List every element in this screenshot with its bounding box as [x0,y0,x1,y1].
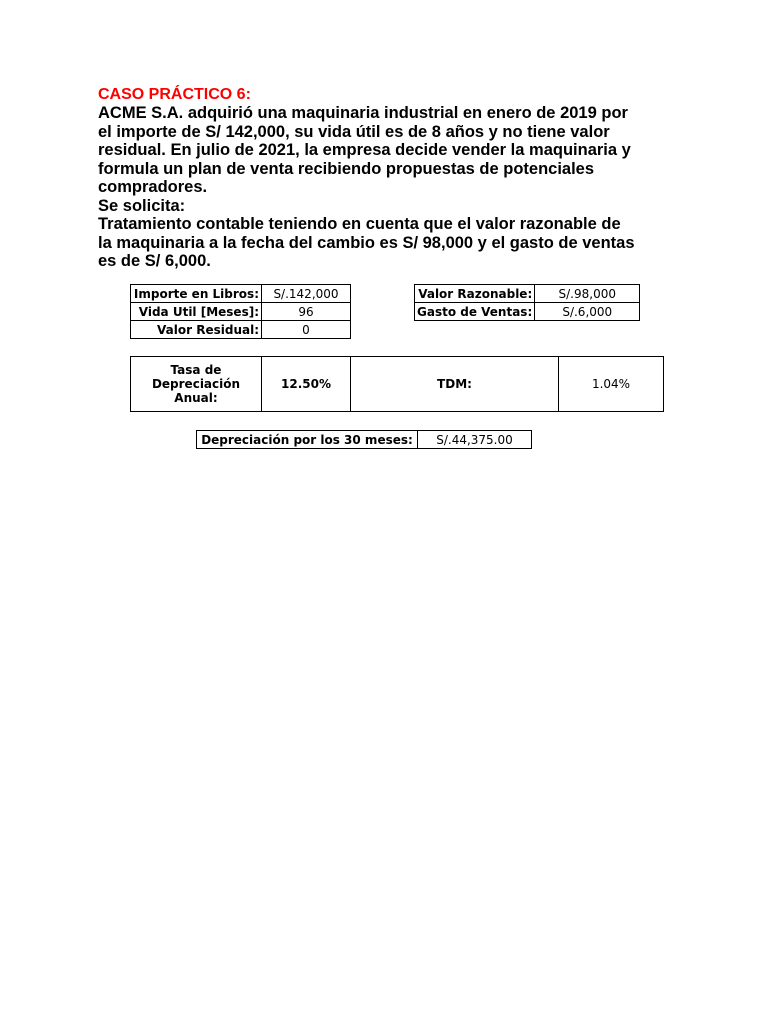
annual-rate-label: Tasa de Depreciación Anual: [131,357,262,412]
depreciation-30-months-cell: S/.44,375.00 [418,431,532,449]
table-row [131,357,664,412]
monthly-rate-label: TDM: [351,357,559,412]
residual-value-cell: 0 [262,321,351,339]
table-row [131,303,351,321]
table-row [197,431,532,449]
table-row [131,321,351,339]
selling-cost-label: Gasto de Ventas: [415,303,535,321]
book-value-cell: S/.142,000 [262,285,351,303]
depreciation-30-months-label: Depreciación por los 30 meses: [197,431,418,449]
sale-data-table [414,284,640,321]
fair-value-label: Valor Razonable: [415,285,535,303]
useful-life-cell: 96 [262,303,351,321]
monthly-rate-cell: 1.04% [559,357,664,412]
accumulated-depreciation-table [196,430,532,449]
table-row [131,285,351,303]
table-row [415,303,640,321]
depreciation-rate-table [130,356,664,412]
book-value-label: Importe en Libros: [131,285,262,303]
case-statement [98,104,638,271]
annual-rate-cell: 12.50% [262,357,351,412]
fair-value-cell: S/.98,000 [535,285,640,303]
case-description: ACME S.A. adquirió una maquinaria industrial en enero de 2019 por el importe de S/ 142,000, su vida útil es de 8 años y no tiene valor residual. En julio de 2021, la empresa decide vender la maquinaria y formula un plan de venta recibiendo propuestas de potenciales compradores. [98,104,631,196]
selling-cost-cell: S/.6,000 [535,303,640,321]
residual-value-label: Valor Residual: [131,321,262,339]
asset-data-table [130,284,351,339]
request-label: Se solicita: [98,196,186,215]
useful-life-label: Vida Util [Meses]: [131,303,262,321]
case-title: CASO PRÁCTICO 6: [98,86,251,103]
table-row [415,285,640,303]
request-text: Tratamiento contable teniendo en cuenta que el valor razonable de la maquinaria a la fecha del cambio es S/ 98,000 y el gasto de ventas es de S/ 6,000. [98,215,635,270]
